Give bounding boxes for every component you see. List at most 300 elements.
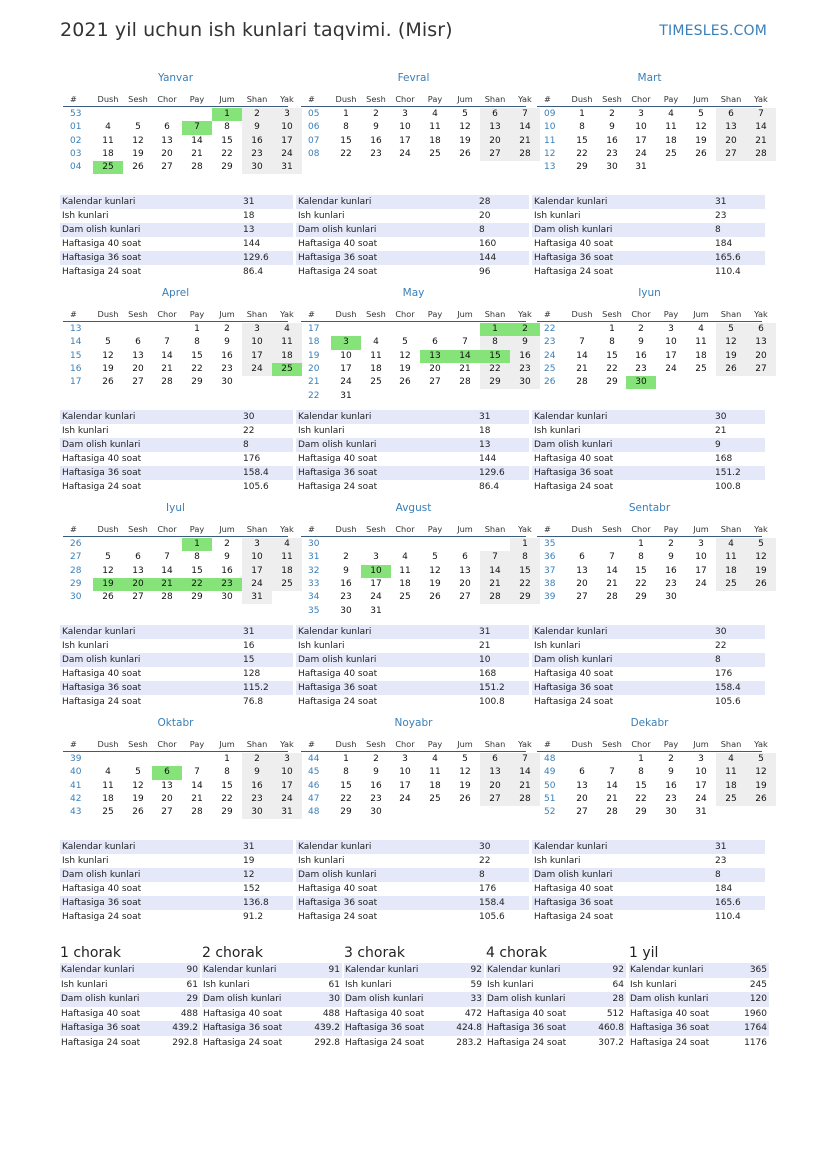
day-cell[interactable]: 15: [221, 780, 233, 791]
day-cell[interactable]: 4: [402, 552, 408, 563]
day-cell[interactable]: 25: [695, 363, 707, 374]
day-cell[interactable]: 16: [665, 565, 677, 576]
holiday-day[interactable]: 15: [480, 350, 510, 363]
day-cell[interactable]: 11: [370, 350, 382, 361]
day-cell[interactable]: 3: [402, 754, 408, 764]
day-cell[interactable]: 1: [638, 539, 644, 549]
day-cell[interactable]: 17: [399, 780, 411, 791]
day-cell[interactable]: 17: [665, 350, 677, 361]
day-cell[interactable]: 25: [429, 148, 441, 159]
day-cell[interactable]: 8: [480, 336, 510, 349]
day-cell[interactable]: 5: [135, 122, 141, 133]
day-cell[interactable]: 26: [429, 592, 441, 603]
day-cell[interactable]: 8: [638, 552, 644, 563]
day-cell[interactable]: 27: [459, 592, 471, 603]
day-cell[interactable]: 26: [746, 793, 776, 806]
day-cell[interactable]: 29: [510, 591, 540, 604]
day-cell[interactable]: 28: [606, 592, 618, 603]
day-cell[interactable]: 22: [340, 793, 352, 804]
day-cell[interactable]: 16: [370, 780, 382, 791]
day-cell[interactable]: 27: [576, 807, 588, 818]
day-cell[interactable]: 27: [480, 793, 510, 806]
day-cell[interactable]: 18: [695, 350, 707, 361]
day-cell[interactable]: 28: [161, 592, 173, 603]
day-cell[interactable]: 8: [343, 122, 349, 133]
day-cell[interactable]: 21: [480, 578, 510, 591]
day-cell[interactable]: 15: [191, 350, 203, 361]
day-cell[interactable]: 2: [609, 109, 615, 119]
day-cell[interactable]: 28: [510, 148, 540, 161]
day-cell[interactable]: 13: [459, 565, 471, 576]
day-cell[interactable]: 22: [221, 148, 233, 159]
day-cell[interactable]: 20: [132, 363, 144, 374]
day-cell[interactable]: 7: [746, 108, 776, 121]
day-cell[interactable]: 12: [132, 780, 144, 791]
day-cell[interactable]: 10: [272, 766, 302, 779]
day-cell[interactable]: 22: [606, 363, 618, 374]
day-cell[interactable]: 8: [224, 122, 230, 133]
day-cell[interactable]: 5: [698, 109, 704, 119]
day-cell[interactable]: 15: [606, 350, 618, 361]
holiday-day[interactable]: 2: [510, 323, 540, 336]
day-cell[interactable]: 26: [102, 377, 114, 388]
day-cell[interactable]: 19: [746, 780, 776, 793]
day-cell[interactable]: 19: [459, 780, 471, 791]
day-cell[interactable]: 12: [459, 767, 471, 778]
day-cell[interactable]: 22: [576, 148, 588, 159]
day-cell[interactable]: 17: [635, 135, 647, 146]
day-cell[interactable]: 9: [242, 766, 272, 779]
day-cell[interactable]: 6: [579, 552, 585, 563]
day-cell[interactable]: 19: [746, 565, 776, 578]
holiday-day[interactable]: 30: [626, 376, 656, 389]
day-cell[interactable]: 15: [221, 135, 233, 146]
day-cell[interactable]: 31: [340, 390, 352, 401]
day-cell[interactable]: 5: [746, 538, 776, 551]
brand-link[interactable]: TIMESLES.COM: [659, 23, 767, 39]
day-cell[interactable]: 21: [576, 363, 588, 374]
day-cell[interactable]: 23: [221, 363, 233, 374]
day-cell[interactable]: 10: [399, 767, 411, 778]
day-cell[interactable]: 2: [668, 754, 674, 764]
day-cell[interactable]: 28: [161, 377, 173, 388]
day-cell[interactable]: 11: [102, 135, 114, 146]
day-cell[interactable]: 2: [638, 324, 644, 334]
day-cell[interactable]: 12: [132, 135, 144, 146]
day-cell[interactable]: 14: [191, 780, 203, 791]
day-cell[interactable]: 30: [221, 592, 233, 603]
day-cell[interactable]: 20: [716, 135, 746, 148]
day-cell[interactable]: 7: [164, 552, 170, 563]
day-cell[interactable]: 13: [132, 350, 144, 361]
day-cell[interactable]: 16: [221, 565, 233, 576]
day-cell[interactable]: 30: [665, 807, 677, 818]
day-cell[interactable]: 25: [272, 578, 302, 591]
day-cell[interactable]: 12: [399, 350, 411, 361]
day-cell[interactable]: 14: [746, 121, 776, 134]
day-cell[interactable]: 21: [191, 148, 203, 159]
day-cell[interactable]: 3: [373, 552, 379, 563]
day-cell[interactable]: 4: [105, 122, 111, 133]
day-cell[interactable]: 9: [224, 552, 230, 563]
day-cell[interactable]: 3: [698, 539, 704, 549]
day-cell[interactable]: 1: [510, 538, 540, 551]
day-cell[interactable]: 29: [635, 807, 647, 818]
day-cell[interactable]: 18: [102, 793, 114, 804]
day-cell[interactable]: 11: [665, 122, 677, 133]
day-cell[interactable]: 23: [606, 148, 618, 159]
day-cell[interactable]: 20: [480, 780, 510, 793]
day-cell[interactable]: 3: [272, 753, 302, 766]
day-cell[interactable]: 20: [480, 135, 510, 148]
day-cell[interactable]: 10: [635, 122, 647, 133]
day-cell[interactable]: 4: [668, 109, 674, 119]
day-cell[interactable]: 30: [242, 161, 272, 174]
day-cell[interactable]: 1: [638, 754, 644, 764]
day-cell[interactable]: 28: [191, 162, 203, 173]
day-cell[interactable]: 7: [510, 753, 540, 766]
day-cell[interactable]: 14: [191, 135, 203, 146]
day-cell[interactable]: 17: [242, 565, 272, 578]
day-cell[interactable]: 22: [221, 793, 233, 804]
day-cell[interactable]: 22: [510, 578, 540, 591]
day-cell[interactable]: 21: [606, 578, 618, 589]
day-cell[interactable]: 26: [459, 793, 471, 804]
day-cell[interactable]: 7: [480, 551, 510, 564]
day-cell[interactable]: 10: [399, 122, 411, 133]
day-cell[interactable]: 23: [340, 592, 352, 603]
day-cell[interactable]: 15: [340, 780, 352, 791]
day-cell[interactable]: 12: [429, 565, 441, 576]
day-cell[interactable]: 16: [242, 135, 272, 148]
day-cell[interactable]: 9: [668, 767, 674, 778]
day-cell[interactable]: 6: [164, 122, 170, 133]
day-cell[interactable]: 14: [510, 766, 540, 779]
day-cell[interactable]: 11: [272, 551, 302, 564]
day-cell[interactable]: 16: [510, 350, 540, 363]
day-cell[interactable]: 9: [242, 121, 272, 134]
day-cell[interactable]: 18: [665, 135, 677, 146]
day-cell[interactable]: 19: [695, 135, 707, 146]
day-cell[interactable]: 3: [272, 108, 302, 121]
day-cell[interactable]: 3: [242, 538, 272, 551]
day-cell[interactable]: 8: [609, 337, 615, 348]
day-cell[interactable]: 9: [609, 122, 615, 133]
day-cell[interactable]: 16: [635, 350, 647, 361]
holiday-day[interactable]: 25: [93, 161, 123, 174]
day-cell[interactable]: 21: [510, 780, 540, 793]
day-cell[interactable]: 1: [343, 754, 349, 764]
day-cell[interactable]: 8: [510, 551, 540, 564]
day-cell[interactable]: 6: [480, 108, 510, 121]
day-cell[interactable]: 27: [746, 363, 776, 376]
holiday-day[interactable]: 19: [93, 578, 123, 591]
day-cell[interactable]: 6: [135, 337, 141, 348]
day-cell[interactable]: 2: [242, 753, 272, 766]
day-cell[interactable]: 18: [429, 780, 441, 791]
day-cell[interactable]: 17: [340, 363, 352, 374]
day-cell[interactable]: 23: [242, 148, 272, 161]
day-cell[interactable]: 12: [746, 551, 776, 564]
day-cell[interactable]: 29: [221, 807, 233, 818]
day-cell[interactable]: 1: [224, 754, 230, 764]
day-cell[interactable]: 19: [102, 363, 114, 374]
day-cell[interactable]: 18: [429, 135, 441, 146]
day-cell[interactable]: 26: [746, 578, 776, 591]
day-cell[interactable]: 1: [579, 109, 585, 119]
day-cell[interactable]: 20: [429, 363, 441, 374]
day-cell[interactable]: 8: [579, 122, 585, 133]
day-cell[interactable]: 4: [272, 538, 302, 551]
day-cell[interactable]: 31: [635, 162, 647, 173]
day-cell[interactable]: 14: [480, 565, 510, 578]
day-cell[interactable]: 14: [606, 780, 618, 791]
day-cell[interactable]: 27: [480, 148, 510, 161]
day-cell[interactable]: 13: [576, 780, 588, 791]
day-cell[interactable]: 23: [510, 363, 540, 376]
day-cell[interactable]: 25: [429, 793, 441, 804]
day-cell[interactable]: 27: [429, 377, 441, 388]
day-cell[interactable]: 6: [579, 767, 585, 778]
holiday-day[interactable]: 1: [212, 108, 242, 121]
day-cell[interactable]: 19: [716, 350, 746, 363]
holiday-day[interactable]: 13: [420, 350, 450, 363]
day-cell[interactable]: 4: [373, 337, 379, 348]
day-cell[interactable]: 11: [399, 565, 411, 576]
day-cell[interactable]: 30: [370, 807, 382, 818]
day-cell[interactable]: 19: [132, 148, 144, 159]
day-cell[interactable]: 20: [161, 793, 173, 804]
day-cell[interactable]: 15: [510, 565, 540, 578]
day-cell[interactable]: 25: [716, 793, 746, 806]
day-cell[interactable]: 1: [609, 324, 615, 334]
day-cell[interactable]: 23: [665, 578, 677, 589]
day-cell[interactable]: 10: [695, 552, 707, 563]
day-cell[interactable]: 12: [102, 350, 114, 361]
day-cell[interactable]: 9: [343, 565, 349, 576]
day-cell[interactable]: 26: [716, 363, 746, 376]
day-cell[interactable]: 9: [638, 337, 644, 348]
day-cell[interactable]: 4: [105, 767, 111, 778]
day-cell[interactable]: 11: [429, 122, 441, 133]
day-cell[interactable]: 20: [576, 793, 588, 804]
holiday-day[interactable]: 22: [182, 578, 212, 591]
day-cell[interactable]: 12: [459, 122, 471, 133]
day-cell[interactable]: 18: [399, 578, 411, 589]
day-cell[interactable]: 11: [695, 337, 707, 348]
day-cell[interactable]: 6: [746, 323, 776, 336]
day-cell[interactable]: 11: [272, 336, 302, 349]
day-cell[interactable]: 18: [102, 148, 114, 159]
day-cell[interactable]: 4: [432, 109, 438, 119]
day-cell[interactable]: 22: [480, 363, 510, 376]
day-cell[interactable]: 6: [462, 552, 468, 563]
day-cell[interactable]: 22: [635, 578, 647, 589]
day-cell[interactable]: 21: [510, 135, 540, 148]
day-cell[interactable]: 24: [242, 578, 272, 591]
day-cell[interactable]: 7: [609, 767, 615, 778]
day-cell[interactable]: 2: [668, 539, 674, 549]
day-cell[interactable]: 28: [746, 148, 776, 161]
day-cell[interactable]: 16: [340, 578, 352, 589]
day-cell[interactable]: 11: [429, 767, 441, 778]
day-cell[interactable]: 29: [606, 377, 618, 388]
day-cell[interactable]: 6: [135, 552, 141, 563]
day-cell[interactable]: 23: [242, 793, 272, 806]
day-cell[interactable]: 29: [340, 807, 352, 818]
day-cell[interactable]: 20: [161, 148, 173, 159]
day-cell[interactable]: 16: [606, 135, 618, 146]
day-cell[interactable]: 26: [459, 148, 471, 159]
day-cell[interactable]: 17: [695, 780, 707, 791]
day-cell[interactable]: 14: [510, 121, 540, 134]
day-cell[interactable]: 13: [746, 336, 776, 349]
day-cell[interactable]: 5: [135, 767, 141, 778]
day-cell[interactable]: 17: [399, 135, 411, 146]
day-cell[interactable]: 2: [242, 108, 272, 121]
day-cell[interactable]: 20: [746, 350, 776, 363]
day-cell[interactable]: 10: [242, 551, 272, 564]
day-cell[interactable]: 2: [224, 539, 230, 549]
day-cell[interactable]: 16: [370, 135, 382, 146]
day-cell[interactable]: 9: [510, 336, 540, 349]
day-cell[interactable]: 27: [161, 162, 173, 173]
day-cell[interactable]: 19: [429, 578, 441, 589]
day-cell[interactable]: 12: [695, 122, 707, 133]
holiday-day[interactable]: 7: [182, 121, 212, 134]
day-cell[interactable]: 24: [695, 578, 707, 589]
day-cell[interactable]: 28: [576, 377, 588, 388]
day-cell[interactable]: 4: [698, 324, 704, 334]
day-cell[interactable]: 15: [635, 780, 647, 791]
day-cell[interactable]: 18: [716, 565, 746, 578]
day-cell[interactable]: 12: [746, 766, 776, 779]
day-cell[interactable]: 24: [272, 148, 302, 161]
day-cell[interactable]: 24: [272, 793, 302, 806]
day-cell[interactable]: 23: [370, 148, 382, 159]
day-cell[interactable]: 6: [480, 753, 510, 766]
day-cell[interactable]: 8: [343, 767, 349, 778]
day-cell[interactable]: 17: [272, 135, 302, 148]
day-cell[interactable]: 31: [242, 591, 272, 604]
day-cell[interactable]: 2: [343, 552, 349, 563]
day-cell[interactable]: 3: [668, 324, 674, 334]
day-cell[interactable]: 31: [370, 605, 382, 616]
day-cell[interactable]: 2: [373, 109, 379, 119]
day-cell[interactable]: 24: [370, 592, 382, 603]
day-cell[interactable]: 22: [635, 793, 647, 804]
day-cell[interactable]: 21: [746, 135, 776, 148]
day-cell[interactable]: 19: [399, 363, 411, 374]
day-cell[interactable]: 31: [272, 806, 302, 819]
day-cell[interactable]: 6: [432, 337, 438, 348]
day-cell[interactable]: 23: [635, 363, 647, 374]
day-cell[interactable]: 26: [399, 377, 411, 388]
day-cell[interactable]: 9: [668, 552, 674, 563]
day-cell[interactable]: 20: [576, 578, 588, 589]
day-cell[interactable]: 26: [695, 148, 707, 159]
day-cell[interactable]: 8: [194, 552, 200, 563]
day-cell[interactable]: 25: [665, 148, 677, 159]
day-cell[interactable]: 24: [340, 377, 352, 388]
day-cell[interactable]: 7: [510, 108, 540, 121]
day-cell[interactable]: 10: [272, 121, 302, 134]
day-cell[interactable]: 15: [635, 565, 647, 576]
day-cell[interactable]: 7: [194, 767, 200, 778]
day-cell[interactable]: 8: [194, 337, 200, 348]
day-cell[interactable]: 13: [161, 780, 173, 791]
day-cell[interactable]: 4: [716, 538, 746, 551]
day-cell[interactable]: 8: [638, 767, 644, 778]
day-cell[interactable]: 5: [105, 552, 111, 563]
day-cell[interactable]: 22: [191, 363, 203, 374]
day-cell[interactable]: 10: [665, 337, 677, 348]
day-cell[interactable]: 4: [272, 323, 302, 336]
day-cell[interactable]: 8: [224, 767, 230, 778]
day-cell[interactable]: 27: [716, 148, 746, 161]
day-cell[interactable]: 1: [194, 324, 200, 334]
holiday-day[interactable]: 23: [212, 578, 242, 591]
day-cell[interactable]: 7: [462, 337, 468, 348]
day-cell[interactable]: 21: [459, 363, 471, 374]
day-cell[interactable]: 26: [132, 162, 144, 173]
day-cell[interactable]: 10: [242, 336, 272, 349]
day-cell[interactable]: 18: [272, 350, 302, 363]
day-cell[interactable]: 24: [665, 363, 677, 374]
day-cell[interactable]: 19: [459, 135, 471, 146]
day-cell[interactable]: 30: [510, 376, 540, 389]
day-cell[interactable]: 10: [695, 767, 707, 778]
day-cell[interactable]: 31: [272, 161, 302, 174]
day-cell[interactable]: 24: [695, 793, 707, 804]
day-cell[interactable]: 29: [576, 162, 588, 173]
day-cell[interactable]: 21: [606, 793, 618, 804]
day-cell[interactable]: 11: [716, 766, 746, 779]
day-cell[interactable]: 13: [576, 565, 588, 576]
day-cell[interactable]: 5: [746, 753, 776, 766]
holiday-day[interactable]: 10: [361, 565, 391, 578]
day-cell[interactable]: 24: [635, 148, 647, 159]
day-cell[interactable]: 7: [579, 337, 585, 348]
day-cell[interactable]: 26: [102, 592, 114, 603]
day-cell[interactable]: 6: [716, 108, 746, 121]
day-cell[interactable]: 26: [132, 807, 144, 818]
day-cell[interactable]: 15: [576, 135, 588, 146]
day-cell[interactable]: 20: [459, 578, 471, 589]
holiday-day[interactable]: 3: [331, 336, 361, 349]
day-cell[interactable]: 5: [462, 109, 468, 119]
day-cell[interactable]: 28: [191, 807, 203, 818]
day-cell[interactable]: 2: [224, 324, 230, 334]
day-cell[interactable]: 27: [161, 807, 173, 818]
day-cell[interactable]: 25: [716, 578, 746, 591]
day-cell[interactable]: 14: [161, 565, 173, 576]
day-cell[interactable]: 4: [716, 753, 746, 766]
day-cell[interactable]: 28: [459, 377, 471, 388]
day-cell[interactable]: 13: [480, 121, 510, 134]
day-cell[interactable]: 29: [635, 592, 647, 603]
day-cell[interactable]: 11: [102, 780, 114, 791]
day-cell[interactable]: 30: [221, 377, 233, 388]
holiday-day[interactable]: 1: [480, 323, 510, 336]
day-cell[interactable]: 29: [191, 592, 203, 603]
holiday-day[interactable]: 21: [152, 578, 182, 591]
day-cell[interactable]: 28: [480, 591, 510, 604]
day-cell[interactable]: 13: [480, 766, 510, 779]
day-cell[interactable]: 14: [606, 565, 618, 576]
day-cell[interactable]: 22: [340, 148, 352, 159]
day-cell[interactable]: 1: [343, 109, 349, 119]
